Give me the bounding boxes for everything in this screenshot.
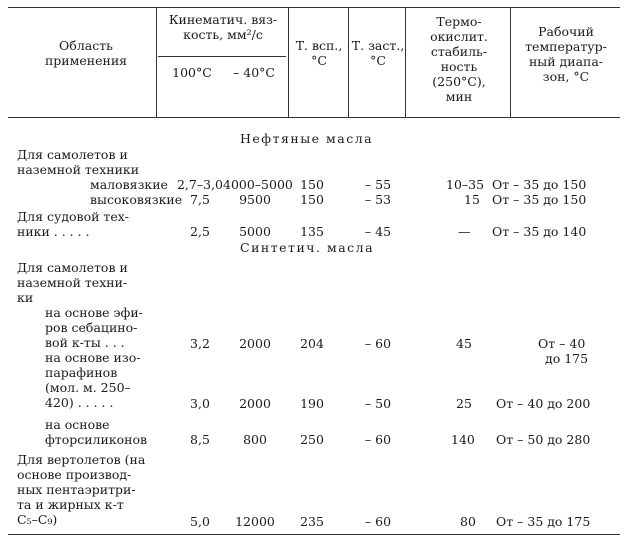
header-divider-2	[288, 8, 289, 117]
row-label-helicopters: Для вертолетов (на основе производ- ных пентаэритри- та и жирных к-т C₅–C₉)	[17, 452, 146, 527]
cell-thermo: —	[458, 224, 471, 239]
header-visc-minus40: – 40°C	[233, 65, 275, 80]
header-divider-3	[348, 8, 349, 117]
cell-v100: 5,0	[190, 514, 210, 529]
cell-pour: – 50	[364, 396, 392, 411]
cell-range: От – 50 до 280	[496, 432, 591, 447]
cell-thermo: 25	[456, 396, 472, 411]
row-label-aircraft: Для самолетов и наземной техники	[17, 147, 140, 177]
header-pour-point: Т. заст., °C	[351, 38, 405, 68]
viscosity-subheader-rule	[158, 56, 286, 57]
row-label-low-viscosity: маловязкие	[90, 177, 168, 192]
cell-v100: 8,5	[190, 432, 210, 447]
cell-vm40: 800	[243, 432, 267, 447]
header-visc-100: 100°C	[172, 65, 212, 80]
header-divider-5	[510, 8, 511, 117]
cell-vm40: 2000	[239, 336, 271, 351]
header-divider-1	[156, 8, 157, 117]
cell-range-line1: От – 40	[538, 336, 586, 351]
row-label-isoparaffins: на основе изо- парафинов (мол. м. 250– 420) . . . . .	[45, 350, 141, 410]
cell-thermo: 45	[456, 336, 472, 351]
cell-range: От – 35 до 175	[496, 514, 591, 529]
cell-pour: – 60	[364, 432, 392, 447]
cell-vm40: 5000	[239, 224, 271, 239]
cell-thermo: 140	[451, 432, 475, 447]
header-flash-point: Т. всп., °C	[295, 38, 343, 68]
cell-range: От – 35 до 150	[492, 192, 587, 207]
table-bottom-rule	[8, 534, 620, 535]
cell-pour: – 60	[364, 514, 392, 529]
cell-thermo: 10–35	[446, 177, 485, 192]
header-bottom-rule	[8, 117, 620, 118]
cell-v100: 3,0	[190, 396, 210, 411]
section-synthetic-oils: Синтетич. масла	[240, 240, 375, 255]
cell-flash: 135	[300, 224, 324, 239]
header-viscosity: Кинематич. вяз- кость, мм²/с	[168, 12, 278, 42]
cell-vm40: 12000	[235, 514, 275, 529]
header-area: Область применения	[44, 38, 128, 68]
cell-v100: 7,5	[190, 192, 210, 207]
cell-flash: 150	[300, 177, 324, 192]
row-label-fluorosilicones: на основе фторсиликонов	[45, 417, 148, 447]
cell-vm40: 9500	[239, 192, 271, 207]
header-thermo-stability: Термо- окислит. стабиль- ность (250°C), мин	[430, 14, 488, 104]
cell-v100: 2,7–3,0	[176, 177, 223, 192]
row-label-aircraft-synthetic: Для самолетов и наземной техни- ки	[17, 260, 128, 305]
table-top-rule	[8, 7, 620, 8]
cell-pour: – 55	[364, 177, 392, 192]
cell-range: От – 35 до 150	[492, 177, 587, 192]
cell-thermo: 15	[464, 192, 480, 207]
cell-flash: 190	[300, 396, 324, 411]
cell-flash: 150	[300, 192, 324, 207]
section-petroleum-oils: Нефтяные масла	[240, 131, 374, 146]
cell-range: От – 35 до 140	[492, 224, 587, 239]
header-temp-range: Рабочий температур- ный диапа- зон, °C	[525, 24, 607, 84]
cell-v100: 3,2	[190, 336, 210, 351]
cell-range: От – 40 до 200	[496, 396, 591, 411]
cell-vm40: 2000	[239, 396, 271, 411]
cell-pour: – 53	[364, 192, 392, 207]
cell-vm40: 4000–5000	[223, 177, 293, 192]
cell-thermo: 80	[460, 514, 476, 529]
row-label-sebacic-esters: на основе эфи- ров себацино- вой к-ты . . .	[45, 305, 143, 350]
cell-pour: – 60	[364, 336, 392, 351]
cell-flash: 204	[300, 336, 324, 351]
row-label-ships: Для судовой тех- ники . . . . .	[17, 209, 129, 239]
cell-flash: 250	[300, 432, 324, 447]
cell-v100: 2,5	[190, 224, 210, 239]
cell-range-line2: до 175	[545, 351, 589, 366]
cell-pour: – 45	[364, 224, 392, 239]
cell-flash: 235	[300, 514, 324, 529]
row-label-high-viscosity: высоковязкие	[90, 192, 183, 207]
